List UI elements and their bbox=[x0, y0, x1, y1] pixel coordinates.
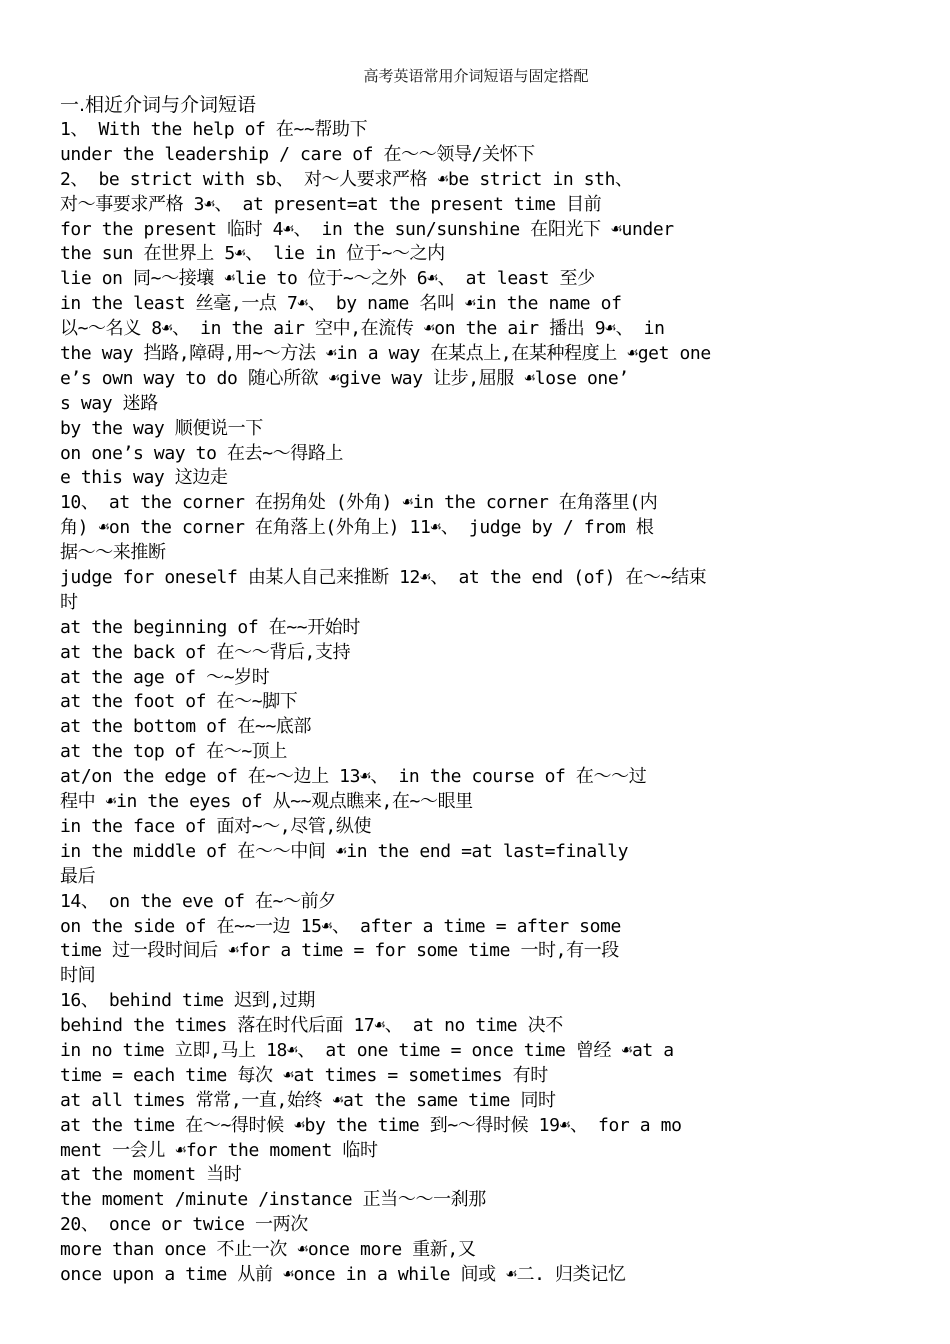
text-line: more than once 不止一次 ☙once more 重新,又 bbox=[60, 1239, 476, 1261]
text-line: ment 一会儿 ☙for the moment 临时 bbox=[60, 1139, 378, 1161]
text-line: 对～事要求严格 3☙、 at present=at the present time 目前 bbox=[60, 193, 602, 215]
text-line: once upon a time 从前 ☙once in a while 间或 ☙二. 归类记忆 bbox=[60, 1263, 626, 1285]
text-line: in the middle of 在～～中间 ☙in the end =at last=finally bbox=[60, 840, 629, 862]
phrase-list bbox=[60, 118, 892, 1288]
text-line: at all times 常常,一直,始终 ☙at the same time 同时 bbox=[60, 1089, 556, 1111]
text-line: the moment /minute /instance 正当～～一刹那 bbox=[60, 1189, 486, 1211]
text-line: 以~～名义 8☙、 in the air 空中,在流传 ☙on the air 播出 9☙、 in bbox=[60, 318, 665, 340]
document-page bbox=[60, 62, 892, 1288]
text-line: time = each time 每次 ☙at times = sometimes 有时 bbox=[60, 1064, 548, 1086]
document-title: 高考英语常用介词短语与固定搭配 bbox=[363, 67, 589, 85]
text-line: 14、 on the eve of 在~～前夕 bbox=[60, 890, 336, 912]
text-line: 据～～来推断 bbox=[60, 542, 166, 564]
text-line: in no time 立即,马上 18☙、 at one time = once time 曾经 ☙at a bbox=[60, 1039, 674, 1061]
text-line: at the top of 在～~顶上 bbox=[60, 741, 287, 763]
text-line: at the back of 在～～背后,支持 bbox=[60, 641, 351, 663]
text-line: under the leadership / care of 在～～领导/关怀下 bbox=[60, 143, 535, 165]
text-line: at/on the edge of 在~～边上 13☙、 in the course of 在～～过 bbox=[60, 766, 647, 788]
section-heading: 一.相近介词与介词短语 bbox=[60, 94, 257, 116]
text-line: 最后 bbox=[60, 865, 96, 887]
text-line: e’s own way to do 随心所欲 ☙give way 让步,屈服 ☙lose one’ bbox=[60, 367, 629, 389]
text-line: at the age of ～~岁时 bbox=[60, 666, 270, 688]
text-line: 程中 ☙in the eyes of 从~~观点瞧来,在~～眼里 bbox=[60, 791, 473, 813]
text-line: 16、 behind time 迟到,过期 bbox=[60, 990, 315, 1012]
text-line: 时间 bbox=[60, 965, 96, 987]
text-line: the sun 在世界上 5☙、 lie in 位于~～之内 bbox=[60, 243, 445, 265]
text-line: 时 bbox=[60, 591, 78, 613]
text-line: at the bottom of 在~~底部 bbox=[60, 716, 312, 738]
text-line: 10、 at the corner 在拐角处 (外角) ☙in the corner 在角落里(内 bbox=[60, 492, 658, 514]
text-line: s way 迷路 bbox=[60, 392, 158, 414]
text-line: at the foot of 在～~脚下 bbox=[60, 691, 298, 713]
text-line: for the present 临时 4☙、 in the sun/sunshine 在阳光下 ☙under bbox=[60, 218, 674, 240]
text-line: 20、 once or twice 一两次 bbox=[60, 1214, 308, 1236]
text-line: judge for oneself 由某人自己来推断 12☙、 at the end (of) 在～~结束 bbox=[60, 567, 707, 589]
text-line: at the beginning of 在~~开始时 bbox=[60, 616, 361, 638]
text-line: 角) ☙on the corner 在角落上(外角上) 11☙、 judge by / from 根 bbox=[60, 517, 654, 539]
text-line: at the moment 当时 bbox=[60, 1164, 242, 1186]
text-line: in the least 丝毫,一点 7☙、 by name 名叫 ☙in the name of bbox=[60, 293, 622, 315]
text-line: 1、 With the help of 在~~帮助下 bbox=[60, 119, 368, 140]
text-line: time 过一段时间后 ☙for a time = for some time 一时,有一段 bbox=[60, 940, 619, 962]
text-line: in the face of 面对~～,尽管,纵使 bbox=[60, 815, 372, 837]
text-line: lie on 同~～接壤 ☙lie to 位于~～之外 6☙、 at least 至少 bbox=[60, 268, 595, 290]
text-line: the way 挡路,障碍,用~～方法 ☙in a way 在某点上,在某种程度上 ☙get one bbox=[60, 343, 711, 365]
text-line: on one’s way to 在去~～得路上 bbox=[60, 442, 344, 464]
text-line: e this way 这边走 bbox=[60, 467, 228, 489]
text-line: at the time 在～~得时候 ☙by the time 到~～得时候 19☙、 for a mo bbox=[60, 1114, 682, 1136]
text-line: 2、 be strict with sb、 对～人要求严格 ☙be strict in sth、 bbox=[60, 168, 633, 190]
text-line: behind the times 落在时代后面 17☙、 at no time 决不 bbox=[60, 1015, 563, 1037]
text-line: by the way 顺便说一下 bbox=[60, 417, 263, 439]
text-line: on the side of 在~~一边 15☙、 after a time = after some bbox=[60, 915, 621, 937]
